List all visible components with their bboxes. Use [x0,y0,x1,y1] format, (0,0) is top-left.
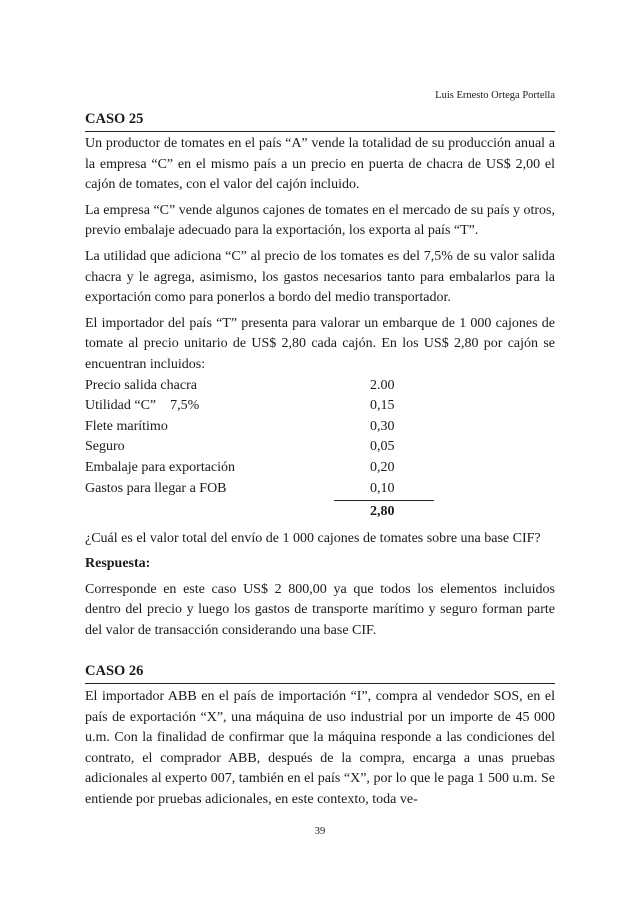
breakdown-value: 2.00 [370,377,395,393]
breakdown-label: Gastos para llegar a FOB [85,480,227,496]
breakdown-label: Utilidad “C” 7,5% [85,398,200,414]
breakdown-label: Flete marítimo [85,418,168,434]
breakdown-value: 0,30 [370,418,395,434]
breakdown-row [85,396,555,417]
case-26-title: CASO 26 [85,663,555,684]
page-number: 39 [314,826,326,837]
case-25-answer: Corresponde en este caso US$ 2 800,00 ya que todos los elementos incluidos dentro del precio y luego los gastos de transporte marítimo y seguro forman parte del valor de transacción considerando una base CIF. [85,581,555,639]
breakdown-label: Seguro [85,439,125,455]
breakdown-total: 2,80 [370,504,395,520]
breakdown-row [85,376,555,397]
case-25-section [85,111,555,642]
breakdown-label: Embalaje para exportación [85,459,236,475]
case-25-title: CASO 25 [85,111,555,132]
total-rule [334,500,434,501]
case-25-paragraph-4: El importador del país “T” presenta para valorar un embarque de 1 000 cajones de tomate al precio unitario de US$ 2,80 cada cajón. En los US$ 2,80 por cajón se encuentran incluidos: [85,315,555,372]
case-25-paragraph-2: La empresa “C” vende algunos cajones de tomates en el mercado de su país y otros, previo embalaje adecuado para la exportación, los exporta al país “T”. [85,202,555,239]
breakdown-row [85,437,555,458]
breakdown-label: Precio salida chacra [85,377,197,393]
breakdown-row [85,417,555,438]
case-26-paragraph: El importador ABB en el país de importación “I”, compra al vendedor SOS, en el país de exportación “X”, una máquina de uso industrial por un importe de 45 000 u.m. Con la finalidad de confirmar que la máquina responde a las condiciones del contrato, el comprador ABB, después de la compra, encarga a unas pruebas adicionales al experto 007, también en el país “X”, por lo que le paga 1 500 u.m. Se entiende por pruebas adicionales, en este contexto, toda ve- [85,689,555,807]
case-25-question: ¿Cuál es el valor total del envío de 1 000 cajones de tomates sobre una base CIF? [85,530,541,546]
breakdown-value: 0,20 [370,459,395,475]
breakdown-row [85,479,555,500]
running-head: Luis Ernesto Ortega Portella [435,90,555,101]
case-25-paragraph-3: La utilidad que adiciona “C” al precio de los tomates es del 7,5% de su valor salida chacra y le agrega, asimismo, los gastos necesarios tanto para embalarlos para la exportación como para ponerlos a bordo del medio transportador. [85,248,555,306]
breakdown-value: 0,10 [370,480,395,496]
breakdown-total-row [85,499,555,520]
case-25-paragraph-1: Un productor de tomates en el país “A” vende la totalidad de su producción anual a la empresa “C” en el mismo país a un precio en puerta de chacra de US$ 2,00 el cajón de tomates, con el valor del cajón incluido. [85,136,555,193]
case-26-section [85,663,555,811]
cost-breakdown-table [85,376,555,520]
breakdown-row [85,458,555,479]
breakdown-value: 0,05 [370,439,395,455]
answer-label: Respuesta: [85,556,151,572]
breakdown-value: 0,15 [370,398,395,414]
